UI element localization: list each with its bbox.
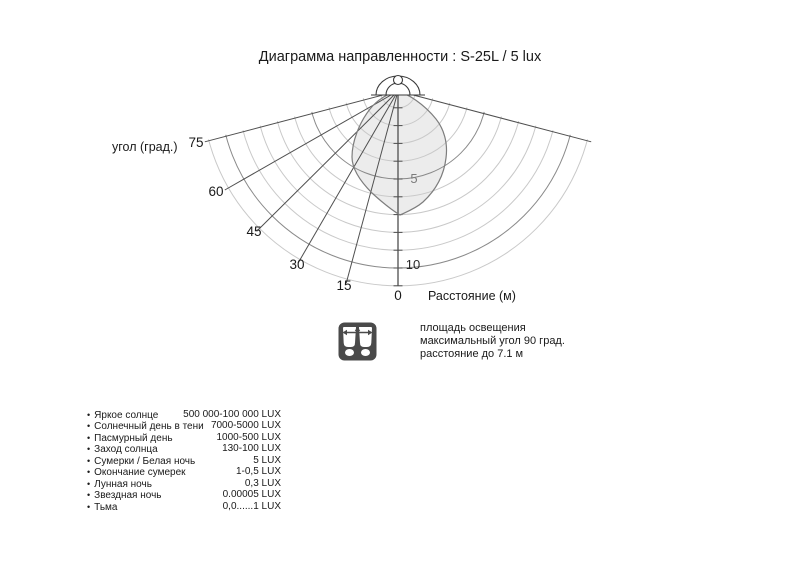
lux-row-name: Тьма bbox=[94, 501, 118, 513]
bullet-icon: • bbox=[87, 444, 91, 455]
lux-row-name: Заход солнца bbox=[94, 444, 158, 456]
angle-label-15: 15 bbox=[336, 278, 352, 293]
distance-axis-title: Расстояние (м) bbox=[428, 289, 516, 303]
lux-row-name: Яркое солнце bbox=[94, 410, 159, 421]
coverage-note bbox=[420, 322, 565, 361]
angle-label-0: 0 bbox=[394, 288, 402, 303]
angle-axis-title: угол (град.) bbox=[112, 140, 178, 154]
lux-row-value: 5 LUX bbox=[253, 454, 281, 466]
lux-row-value: 1-0,5 LUX bbox=[235, 466, 281, 478]
lux-row-value: 0,3 LUX bbox=[244, 477, 281, 489]
lux-row-value: 1000-500 LUX bbox=[216, 431, 281, 443]
lux-levels-list bbox=[87, 410, 281, 513]
sensor-lens bbox=[394, 76, 403, 85]
lux-row-name: Солнечный день в тени bbox=[94, 421, 204, 433]
lux-row-value: 130-100 LUX bbox=[222, 443, 281, 455]
angle-label-75: 75 bbox=[188, 135, 204, 150]
angle-label-45: 45 bbox=[246, 224, 262, 239]
bullet-icon: • bbox=[87, 490, 91, 501]
icon-right-zone bbox=[359, 327, 372, 347]
distance-label-10: 10 bbox=[405, 257, 421, 272]
bullet-icon: • bbox=[87, 501, 91, 512]
icon-right-foot bbox=[361, 349, 370, 356]
lux-row-name: Окончание сумерек bbox=[94, 467, 186, 479]
bullet-icon: • bbox=[87, 467, 91, 478]
lux-row-value: 7000-5000 LUX bbox=[210, 420, 281, 432]
coverage-note-line: расстояние до 7.1 м bbox=[420, 348, 524, 360]
sensor-dome-icon bbox=[371, 76, 425, 96]
bullet-icon: • bbox=[87, 432, 91, 443]
bullet-icon: • bbox=[87, 455, 91, 466]
coverage-note-line: максимальный угол 90 град. bbox=[420, 335, 565, 347]
lux-row-name: Лунная ночь bbox=[94, 478, 152, 490]
lux-row bbox=[87, 490, 281, 501]
angle-label-60: 60 bbox=[208, 184, 224, 199]
lux-row-value: 500 000-100 000 LUX bbox=[183, 409, 281, 420]
angle-label-30: 30 bbox=[289, 257, 305, 272]
lux-row-value: 0.00005 LUX bbox=[222, 489, 281, 501]
lux-row bbox=[87, 467, 281, 478]
bullet-icon: • bbox=[87, 421, 91, 432]
icon-left-zone bbox=[343, 327, 356, 347]
lux-row-value: 0,0......1 LUX bbox=[222, 500, 281, 512]
icon-left-foot bbox=[345, 349, 354, 356]
coverage-note-line: площадь освещения bbox=[420, 322, 526, 334]
bullet-icon: • bbox=[87, 478, 91, 489]
lux-row-name: Звездная ночь bbox=[94, 490, 162, 502]
distance-label-5: 5 bbox=[410, 171, 418, 186]
bullet-icon: • bbox=[87, 410, 91, 420]
lux-row-name: Сумерки / Белая ночь bbox=[94, 455, 196, 467]
lux-row bbox=[87, 502, 281, 513]
lux-row-name: Пасмурный день bbox=[94, 432, 173, 444]
lux-row bbox=[87, 444, 281, 455]
chart-title: Диаграмма направленности : S-25L / 5 lux bbox=[258, 49, 542, 65]
coverage-area-icon bbox=[338, 322, 377, 361]
